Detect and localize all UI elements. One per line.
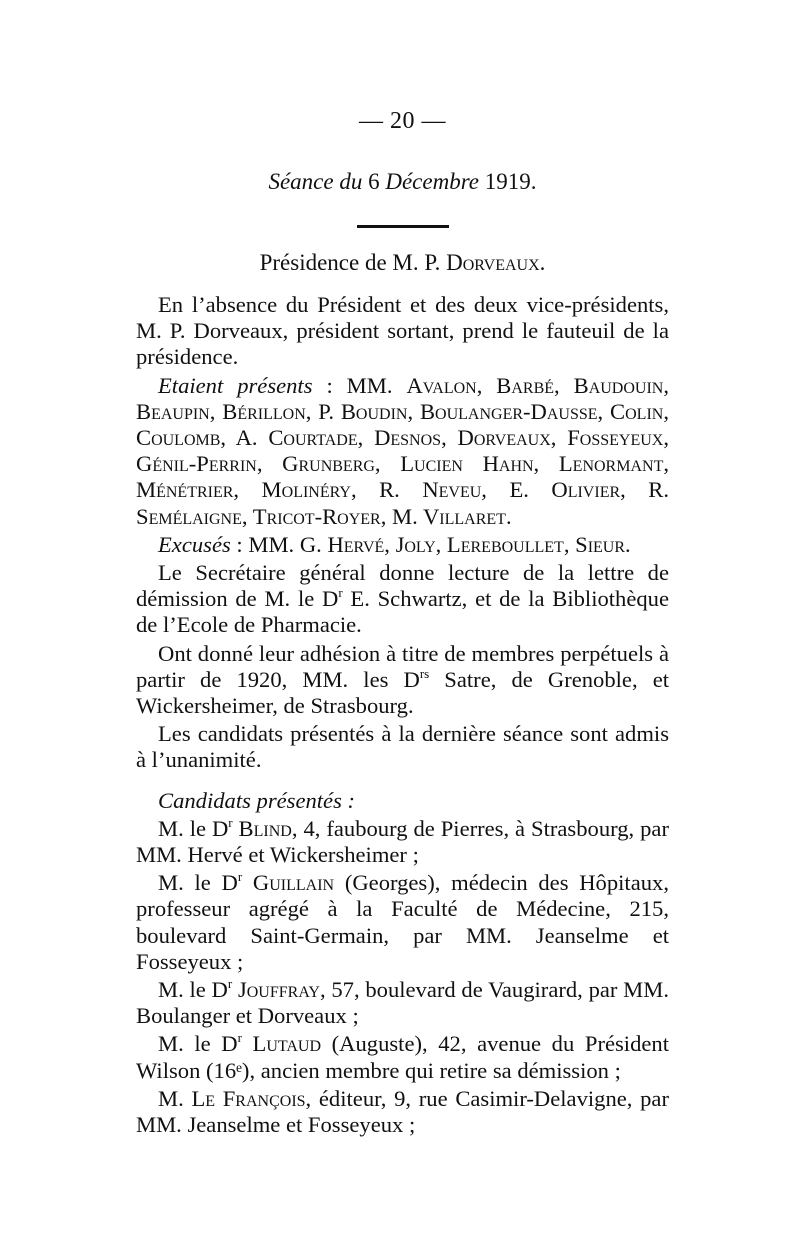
secretary-paragraph [136,560,669,639]
session-prefix: Séance du [268,169,369,194]
candidate-entry [136,1031,669,1083]
excused-paragraph [136,532,669,558]
excused-sep: : MM. [230,531,300,557]
candidate-name: Le François [191,1085,306,1111]
candidate-prefix: M. le D [158,870,238,896]
candidates-heading: Candidats présentés : [158,787,356,813]
session-day: 6 [368,169,380,194]
candidate-sup: r [237,1030,242,1046]
candidate-list [136,816,669,1138]
candidate-text: (Auguste), 42, avenue du Président Wilson (16ᵉ), ancien membre qui retire sa démission ; [136,1031,669,1083]
candidate-entry [136,977,669,1029]
candidate-entry [136,1086,669,1138]
secretary-sup: r [338,585,343,601]
candidate-sup: r [237,869,243,885]
session-month: Décembre [379,169,485,194]
candidate-name: Jouffray [232,977,320,1003]
attendees-names: Avalon, Barbé, Baudouin, Beaupin, Bérillon, P. Boudin, Boulanger-Dausse, Colin, Coulomb, A. Courtade, Desnos, Dorveaux, Fosseyeux, Génil-Perrin, Grunberg, Lucien Hahn, Lenormant, Ménétrier, Molinéry, R. Neveu, E. Olivier, R. Semélaigne, Tricot-Royer, M. Villaret. [136,372,669,529]
divider-rule [357,225,449,228]
candidate-text: , 57, boulevard de Vaugirard, par MM. Boulanger et Dorveaux ; [136,977,669,1029]
candidate-prefix: M. le D [158,977,228,1003]
session-heading [136,169,669,195]
presidency-prefix: Présidence de M. P. [259,250,447,275]
candidate-sup: r [228,814,233,830]
adhesion-sup: rs [419,665,430,681]
candidate-name: Lutaud [241,1031,322,1057]
candidate-name: Blind [232,815,292,841]
attendees-paragraph [136,373,669,530]
candidate-prefix: M. le D [158,1031,238,1057]
presidency-suffix: . [539,250,546,275]
adhesion-paragraph [136,641,669,720]
attendees-label: Etaient présents [158,372,313,398]
candidate-prefix: M. le D [158,815,229,841]
admission-paragraph: Les candidats présentés à la dernière séance sont admis à l’unanimité. [136,721,669,773]
candidate-entry [136,816,669,868]
adhesion-text-2: Satre, de Grenoble, et Wickersheimer, de Strasbourg. [136,666,669,719]
presidency-line [136,250,669,276]
session-year: 1919. [484,169,537,194]
absence-paragraph: En l’absence du Président et des deux vice-présidents, M. P. Dorveaux, président sortant, prend le fauteuil de la présidence. [136,292,669,370]
candidate-text: (Georges), médecin des Hôpitaux, professeur agrégé à la Faculté de Médecine, 215, boulevard Saint-Germain, par MM. Jeanselme et Fosseyeux ; [136,870,669,974]
excused-names: G. Hervé, Joly, Lereboullet, Sieur. [299,531,631,557]
secretary-text-1: Le Secrétaire général donne lecture de la lettre de démission de M. le D [136,560,669,612]
candidate-name: Guillain [242,870,335,896]
book-page [136,108,669,1140]
secretary-text-2: E. Schwartz, et de la Bibliothèque de l’Ecole de Pharmacie. [136,586,669,638]
page-number: — 20 — [359,108,446,134]
candidate-text: , éditeur, 9, rue Casimir-Delavigne, par MM. Jeanselme et Fosseyeux ; [136,1085,669,1138]
candidate-prefix: M. [158,1085,192,1111]
candidate-entry [136,870,669,975]
attendees-sep: : MM. [312,372,407,398]
adhesion-text-1: Ont donné leur adhésion à titre de membres perpétuels à partir de 1920, MM. les D [136,640,669,692]
candidate-sup: r [227,976,233,992]
excused-label: Excusés [158,531,231,557]
candidate-text: , 4, faubourg de Pierres, à Strasbourg, par MM. Hervé et Wickersheimer ; [136,815,669,868]
presidency-name: Dorveaux [446,250,540,275]
